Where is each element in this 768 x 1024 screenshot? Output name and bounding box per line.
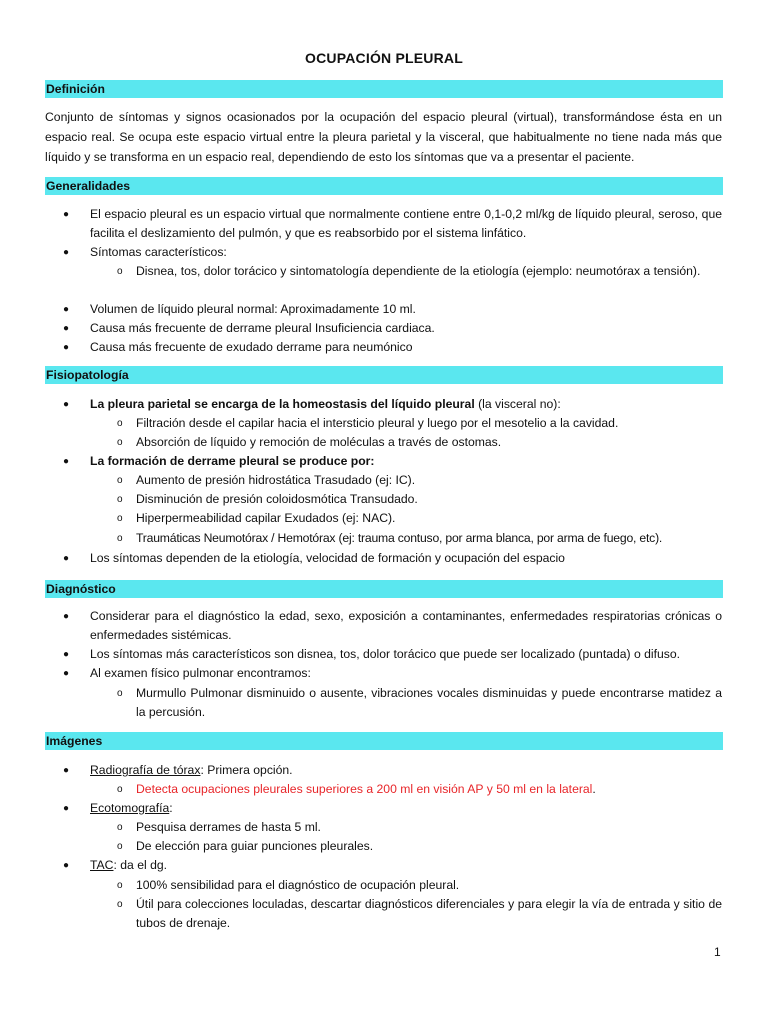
- bullet-icon: ●: [63, 342, 70, 353]
- bullet-icon: ●: [63, 860, 70, 871]
- bullet-icon: ●: [63, 553, 70, 564]
- sub-bullet-icon: o: [117, 784, 123, 795]
- sub-bullet-icon: o: [117, 899, 123, 910]
- section-header-imagenes: Imágenes: [45, 732, 723, 750]
- sub-list-item: [0, 433, 768, 452]
- bullet-icon: ●: [63, 803, 70, 814]
- bold-text: La pleura parietal se encarga de la homeostasis del líquido pleural: [90, 397, 475, 411]
- bullet-icon: ●: [63, 247, 70, 258]
- definicion-text: Conjunto de síntomas y signos ocasionados por la ocupación del espacio pleural (virtual), transformándose ésta en un espacio real. Se ocupa este espacio virtual entre la pleura parietal y la visceral, que habitualmente no tiene nada más que líquido y se transforma en un espacio real, dependiendo de esto los síntomas que va a presentar el paciente.: [45, 110, 722, 164]
- sub-list-item-text: Filtración desde el capilar hacia el intersticio pleural y luego por el mesotelio a la cavidad.: [136, 416, 619, 430]
- list-item-text: Al examen físico pulmonar encontramos:: [90, 666, 311, 680]
- bullet-icon: ●: [63, 456, 70, 467]
- list-item-text: [90, 395, 561, 414]
- plain-text: : da el dg.: [113, 858, 168, 872]
- list-item-text: El espacio pleural es un espacio virtual que normalmente contiene entre 0,1-0,2 ml/kg de líquido pleural, seroso, que facilita el deslizamiento del pulmón, y que es reabsorbido por el sistema linfático.: [90, 207, 722, 240]
- underlined-term: Radiografía de tórax: [90, 763, 201, 777]
- section-header-diagnostico: Diagnóstico: [45, 580, 723, 598]
- sub-list-item-text: Disminución de presión coloidosmótica Transudado.: [136, 492, 418, 506]
- sub-list-item-text: Hiperpermeabilidad capilar Exudados (ej: NAC).: [136, 511, 396, 525]
- list-item-text: Considerar para el diagnóstico la edad, sexo, exposición a contaminantes, enfermedades respiratorias crónicas o enfermedades sistémicas.: [90, 609, 722, 642]
- list-item: [0, 243, 768, 262]
- section-header-generalidades: Generalidades: [45, 177, 723, 195]
- sub-list-item: [0, 837, 768, 856]
- section-header-definicion: Definición: [45, 80, 723, 98]
- list-item: [0, 761, 768, 780]
- bullet-icon: ●: [63, 765, 70, 776]
- page-number: 1: [714, 945, 721, 959]
- sub-bullet-icon: o: [117, 533, 123, 544]
- list-item-text: Causa más frecuente de derrame pleural Insuficiencia cardiaca.: [90, 321, 435, 335]
- bullet-icon: ●: [63, 611, 70, 622]
- list-item: [0, 452, 768, 471]
- sub-list-item: [0, 780, 768, 799]
- sub-list-item-text: 100% sensibilidad para el diagnóstico de ocupación pleural.: [136, 878, 460, 892]
- underlined-term: TAC: [90, 858, 114, 872]
- bullet-icon: ●: [63, 649, 70, 660]
- sub-bullet-icon: o: [117, 418, 123, 429]
- sub-bullet-icon: o: [117, 880, 123, 891]
- sub-list-item: [0, 414, 768, 433]
- sub-list-item-text: Útil para colecciones loculadas, descartar diagnósticos diferenciales y para elegir la vía de entrada y sitio de tubos de drenaje.: [136, 897, 722, 930]
- sub-list-item: [0, 684, 768, 722]
- sub-list-item: [0, 895, 768, 933]
- sub-list-item-text: Disnea, tos, dolor torácico y sintomatología dependiente de la etiología (ejemplo: neumotórax a tensión).: [136, 264, 701, 278]
- sub-bullet-icon: o: [117, 822, 123, 833]
- list-item-text: Síntomas característicos:: [90, 245, 227, 259]
- list-item: [0, 856, 768, 875]
- bullet-icon: ●: [63, 304, 70, 315]
- highlighted-text: Detecta ocupaciones pleurales superiores a 200 ml en visión AP y 50 ml en la lateral: [136, 782, 593, 796]
- section-header-fisiopatologia: Fisiopatología: [45, 366, 723, 384]
- list-item-text: [90, 856, 167, 875]
- sub-list-item-text: Aumento de presión hidrostática Trasudado (ej: IC).: [136, 473, 416, 487]
- sub-bullet-icon: o: [117, 494, 123, 505]
- sub-bullet-icon: o: [117, 266, 123, 277]
- bullet-icon: ●: [63, 323, 70, 334]
- sub-list-item-text: Absorción de líquido y remoción de moléculas a través de ostomas.: [136, 435, 502, 449]
- list-item: [0, 300, 768, 319]
- sub-list-item: [0, 529, 768, 548]
- list-item: [0, 205, 768, 243]
- document-title: OCUPACIÓN PLEURAL: [305, 50, 463, 66]
- sub-list-item: [0, 876, 768, 895]
- sub-bullet-icon: o: [117, 688, 123, 699]
- sub-bullet-icon: o: [117, 475, 123, 486]
- list-item: [0, 607, 768, 645]
- list-item: [0, 645, 768, 664]
- list-item-text: Volumen de líquido pleural normal: Aproximadamente 10 ml.: [90, 302, 416, 316]
- sub-list-item: [0, 262, 768, 300]
- sub-list-item: [0, 471, 768, 490]
- list-item: [0, 664, 768, 683]
- bullet-icon: ●: [63, 399, 70, 410]
- bullet-icon: ●: [63, 209, 70, 220]
- plain-text: : Primera opción.: [200, 763, 293, 777]
- list-item-text: [90, 799, 173, 818]
- sub-list-item: [0, 490, 768, 509]
- list-item: [0, 395, 768, 414]
- list-item: [0, 338, 768, 357]
- sub-list-item-text: Murmullo Pulmonar disminuido o ausente, vibraciones vocales disminuidas y puede encontrarse matidez a la percusión.: [136, 686, 722, 719]
- list-item-text: La formación de derrame pleural se produce por:: [90, 454, 375, 468]
- bullet-icon: ●: [63, 668, 70, 679]
- plain-text: .: [592, 782, 596, 796]
- sub-list-item-text: [136, 780, 596, 799]
- sub-bullet-icon: o: [117, 841, 123, 852]
- sub-list-item: [0, 818, 768, 837]
- list-item-text: Los síntomas dependen de la etiología, velocidad de formación y ocupación del espacio: [90, 551, 565, 565]
- list-item-text: [90, 761, 293, 780]
- list-item: [0, 799, 768, 818]
- sub-list-item-text: De elección para guiar punciones pleurales.: [136, 839, 374, 853]
- underlined-term: Ecotomografía: [90, 801, 170, 815]
- sub-bullet-icon: o: [117, 437, 123, 448]
- sub-list-item: [0, 509, 768, 528]
- list-item: [0, 319, 768, 338]
- sub-list-item-text: Pesquisa derrames de hasta 5 ml.: [136, 820, 321, 834]
- plain-text: :: [169, 801, 173, 815]
- sub-list-item-text: Traumáticas Neumotórax / Hemotórax (ej: trauma contuso, por arma blanca, por arma de fuego, etc).: [136, 531, 663, 545]
- list-item-text: Causa más frecuente de exudado derrame para neumónico: [90, 340, 413, 354]
- sub-bullet-icon: o: [117, 513, 123, 524]
- list-item-text: Los síntomas más característicos son disnea, tos, dolor torácico que puede ser localizado (puntada) o difuso.: [90, 647, 681, 661]
- list-item: [0, 549, 768, 568]
- plain-text: (la visceral no):: [474, 397, 561, 411]
